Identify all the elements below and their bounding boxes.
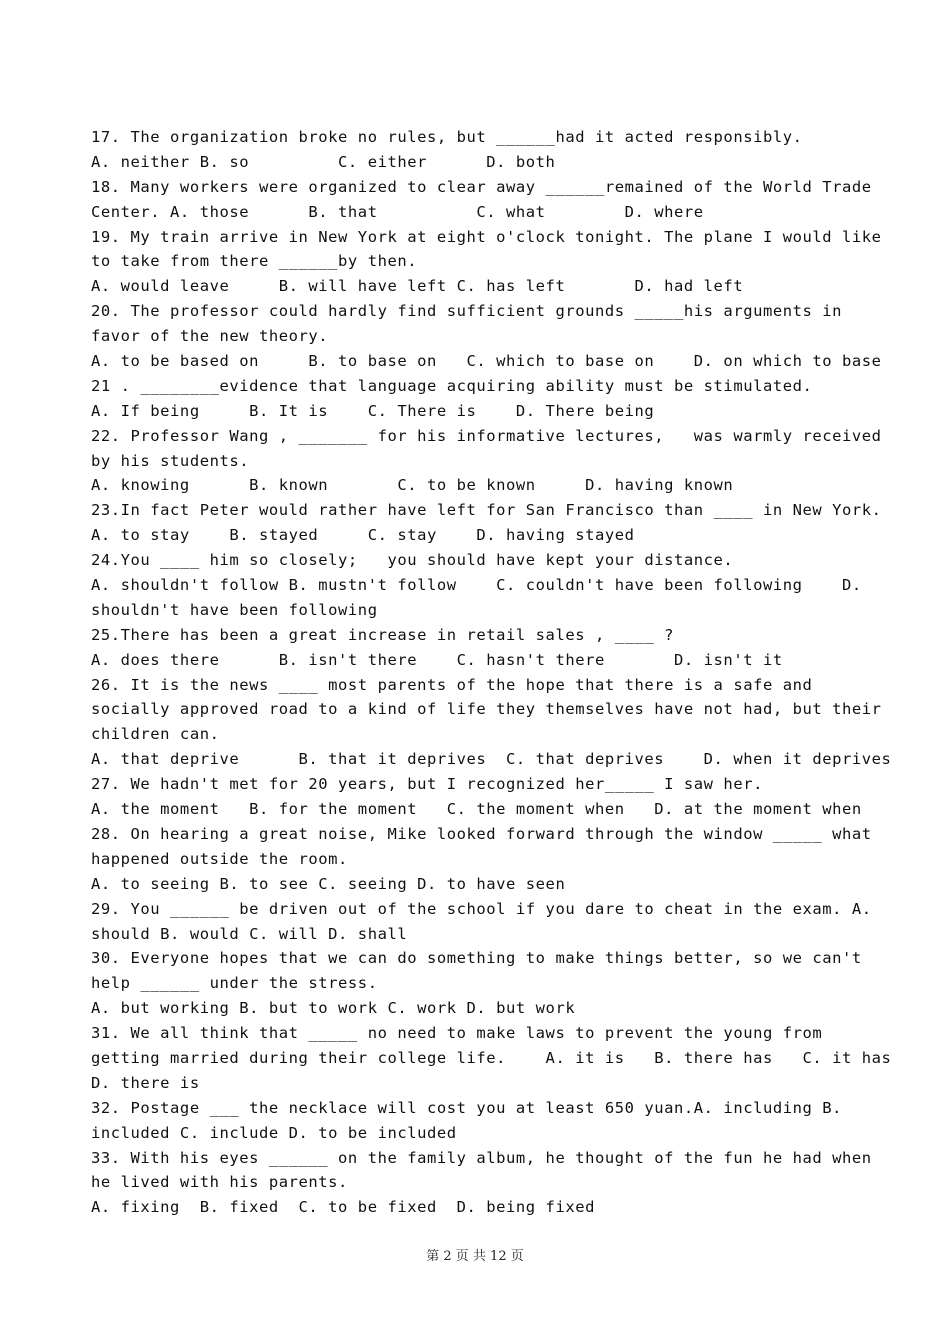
text-line: Center. A. those B. that C. what D. where — [91, 202, 704, 221]
text-line: 17. The organization broke no rules, but ______had it acted responsibly. — [91, 128, 803, 146]
text-line: 18. Many workers were organized to clear away ______remained of the World Trade — [91, 177, 872, 196]
text-line: help ______ under the stress. — [91, 974, 378, 993]
text-line: 22. Professor Wang , _______ for his informative lectures, was warmly received — [91, 426, 882, 445]
text-line: 29. You ______ be driven out of the school if you dare to cheat in the exam. A. — [91, 899, 872, 918]
text-line: 31. We all think that _____ no need to make laws to prevent the young from — [91, 1024, 823, 1043]
text-line: 26. It is the news ____ most parents of the hope that there is a safe and — [91, 675, 813, 694]
text-line: 19. My train arrive in New York at eight o'clock tonight. The plane I would like — [91, 227, 882, 246]
text-line: 21 . ________evidence that language acquiring ability must be stimulated. — [91, 376, 813, 395]
text-line: A. does there B. isn't there C. hasn't there D. isn't it — [91, 650, 783, 669]
text-line: getting married during their college life. A. it is B. there has C. it has — [91, 1048, 892, 1067]
text-line: shouldn't have been following — [91, 600, 378, 619]
text-line: included C. include D. to be included — [91, 1123, 457, 1142]
text-line: 20. The professor could hardly find sufficient grounds _____his arguments in — [91, 302, 843, 321]
text-line: A. the moment B. for the moment C. the moment when D. at the moment when — [91, 800, 862, 819]
text-line: A. that deprive B. that it deprives C. that deprives D. when it deprives — [91, 750, 892, 769]
text-line: A. knowing B. known C. to be known D. having known — [91, 476, 734, 495]
text-line: A. to be based on B. to base on C. which to base on D. on which to base — [91, 352, 882, 371]
text-line: should B. would C. will D. shall — [91, 924, 408, 943]
text-line: A. neither B. so C. either D. both — [91, 152, 556, 171]
text-line: to take from there ______by then. — [91, 252, 418, 271]
text-line: A. but working B. but to work C. work D. but work — [91, 999, 576, 1018]
text-line: 27. We hadn't met for 20 years, but I recognized her_____ I saw her. — [91, 775, 763, 794]
text-line: socially approved road to a kind of life they themselves have not had, but their — [91, 700, 882, 719]
text-line: A. would leave B. will have left C. has left D. had left — [91, 277, 744, 296]
text-line: A. fixing B. fixed C. to be fixed D. being fixed — [91, 1198, 595, 1217]
text-line: 30. Everyone hopes that we can do something to make things better, so we can't — [91, 949, 862, 968]
text-line: 33. With his eyes ______ on the family album, he thought of the fun he had when — [91, 1148, 872, 1167]
text-line: 32. Postage ___ the necklace will cost you at least 650 yuan.A. including B. — [91, 1098, 843, 1117]
text-line: happened outside the room. — [91, 849, 348, 868]
text-line: he lived with his parents. — [91, 1173, 348, 1192]
text-line: 24.You ____ him so closely; you should have kept your distance. — [91, 551, 734, 570]
page-number-footer: 第 2 页 共 12 页 — [426, 1249, 524, 1264]
text-line: by his students. — [91, 451, 250, 470]
text-line: favor of the new theory. — [91, 327, 329, 346]
question-text-block — [91, 125, 892, 1220]
text-line: children can. — [91, 725, 220, 744]
text-line: 23.In fact Peter would rather have left for San Francisco than ____ in New York. — [91, 501, 882, 520]
text-line: 28. On hearing a great noise, Mike looked forward through the window _____ what — [91, 824, 872, 843]
text-line: A. to stay B. stayed C. stay D. having stayed — [91, 526, 635, 545]
text-line: 25.There has been a great increase in retail sales , ____ ? — [91, 625, 675, 644]
text-line: A. If being B. It is C. There is D. There being — [91, 401, 655, 420]
text-line: D. there is — [91, 1073, 200, 1092]
text-line: A. to seeing B. to see C. seeing D. to have seen — [91, 874, 566, 893]
text-line: A. shouldn't follow B. mustn't follow C. couldn't have been following D. — [91, 576, 862, 595]
